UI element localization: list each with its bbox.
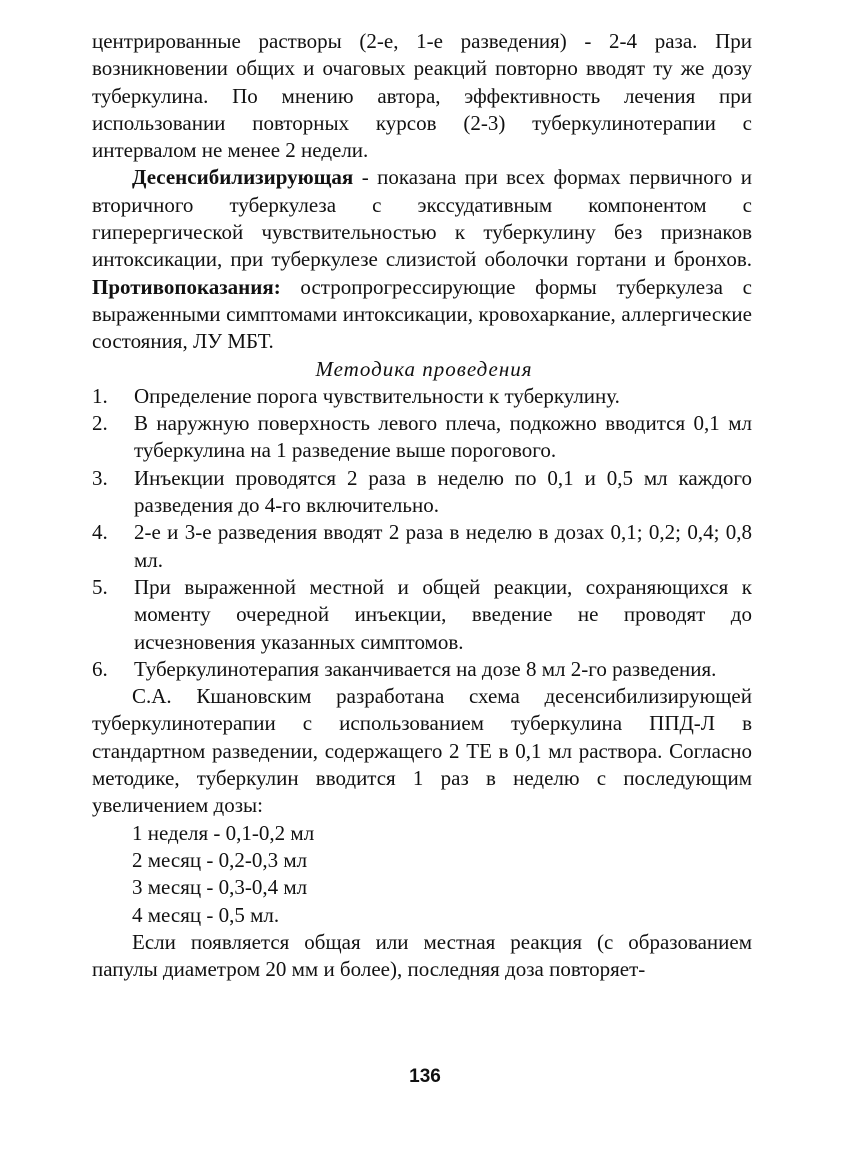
step-text: При выраженной местной и общей реакции, сохраняющихся к моменту очередной инъекции, введение не проводят до исчезновения указанных симптомов. xyxy=(134,574,752,654)
step-number: 6. xyxy=(92,656,108,681)
desensitizing-paragraph xyxy=(92,164,752,355)
step-number: 3. xyxy=(92,465,108,490)
list-item xyxy=(92,656,752,683)
page-body xyxy=(92,28,752,983)
dose-line: 2 месяц - 0,2-0,3 мл xyxy=(132,847,308,872)
list-item xyxy=(92,519,752,574)
page-number: 136 xyxy=(409,1066,441,1087)
list-item xyxy=(92,410,752,465)
step-text: В наружную поверхность левого плеча, подкожно вводится 0,1 мл туберкулина на 1 разведение выше порогового. xyxy=(134,411,752,463)
dose-schedule xyxy=(92,820,752,929)
list-item xyxy=(92,574,752,656)
step-number: 1. xyxy=(92,383,108,408)
step-text: Инъекции проводятся 2 раза в неделю по 0,1 и 0,5 мл каждого разведения до 4-го включительно. xyxy=(134,465,752,518)
list-item xyxy=(92,465,752,520)
step-number: 5. xyxy=(92,574,108,599)
step-number: 2. xyxy=(92,411,108,436)
step-text: Туберкулинотерапия заканчивается на дозе 8 мл 2-го разведения. xyxy=(134,656,717,681)
step-number: 4. xyxy=(92,520,108,545)
method-title: Методика проведения xyxy=(315,356,533,381)
final-paragraph: Если появляется общая или местная реакция (с образованием папулы диаметром 20 мм и более), последняя доза повторяет- xyxy=(92,929,752,982)
intro-paragraph: центрированные растворы (2-е, 1-е разведения) - 2-4 раза. При возникновении общих и очаговых реакций повторно вводят ту же дозу туберкулина. По мнению автора, эффективность лечения при использовании повторных курсов (2-3) туберкулинотерапии с интервалом не менее 2 недели. xyxy=(92,29,752,163)
dose-line: 1 неделя - 0,1-0,2 мл xyxy=(132,820,315,845)
desensitizing-term: Десенсибилизирующая xyxy=(132,165,354,190)
dose-line: 3 месяц - 0,3-0,4 мл xyxy=(132,875,308,900)
list-item xyxy=(92,383,752,410)
step-text: Определение порога чувствительности к туберкулину. xyxy=(134,383,620,408)
contraindications-term: Противопоказания: xyxy=(92,274,281,299)
desensitizing-text: - показана при всех формах первичного и вторичного туберкулеза с экссудативным компонентом с гиперергической чувствительностью к туберкулину без признаков интоксикации, при туберкулезе слизистой оболочки гортани и бронхов. xyxy=(92,165,752,272)
kshanovsky-paragraph: С.А. Кшановским разработана схема десенсибилизирующей туберкулинотерапии с использованием туберкулина ППД-Л в стандартном разведении, содержащего 2 ТЕ в 0,1 мл раствора. Согласно методике, туберкулин вводится 1 раз в неделю с последующим увеличением дозы: xyxy=(92,684,752,818)
contraindications-text: остропрогрессирующие формы туберкулеза с выраженными симптомами интоксикации, кровохаркание, аллергические состояния, ЛУ МБТ. xyxy=(92,274,752,354)
step-text: 2-е и 3-е разведения вводят 2 раза в неделю в дозах 0,1; 0,2; 0,4; 0,8 мл. xyxy=(134,520,752,572)
method-steps-list xyxy=(92,383,752,683)
dose-line: 4 месяц - 0,5 мл. xyxy=(132,902,280,927)
